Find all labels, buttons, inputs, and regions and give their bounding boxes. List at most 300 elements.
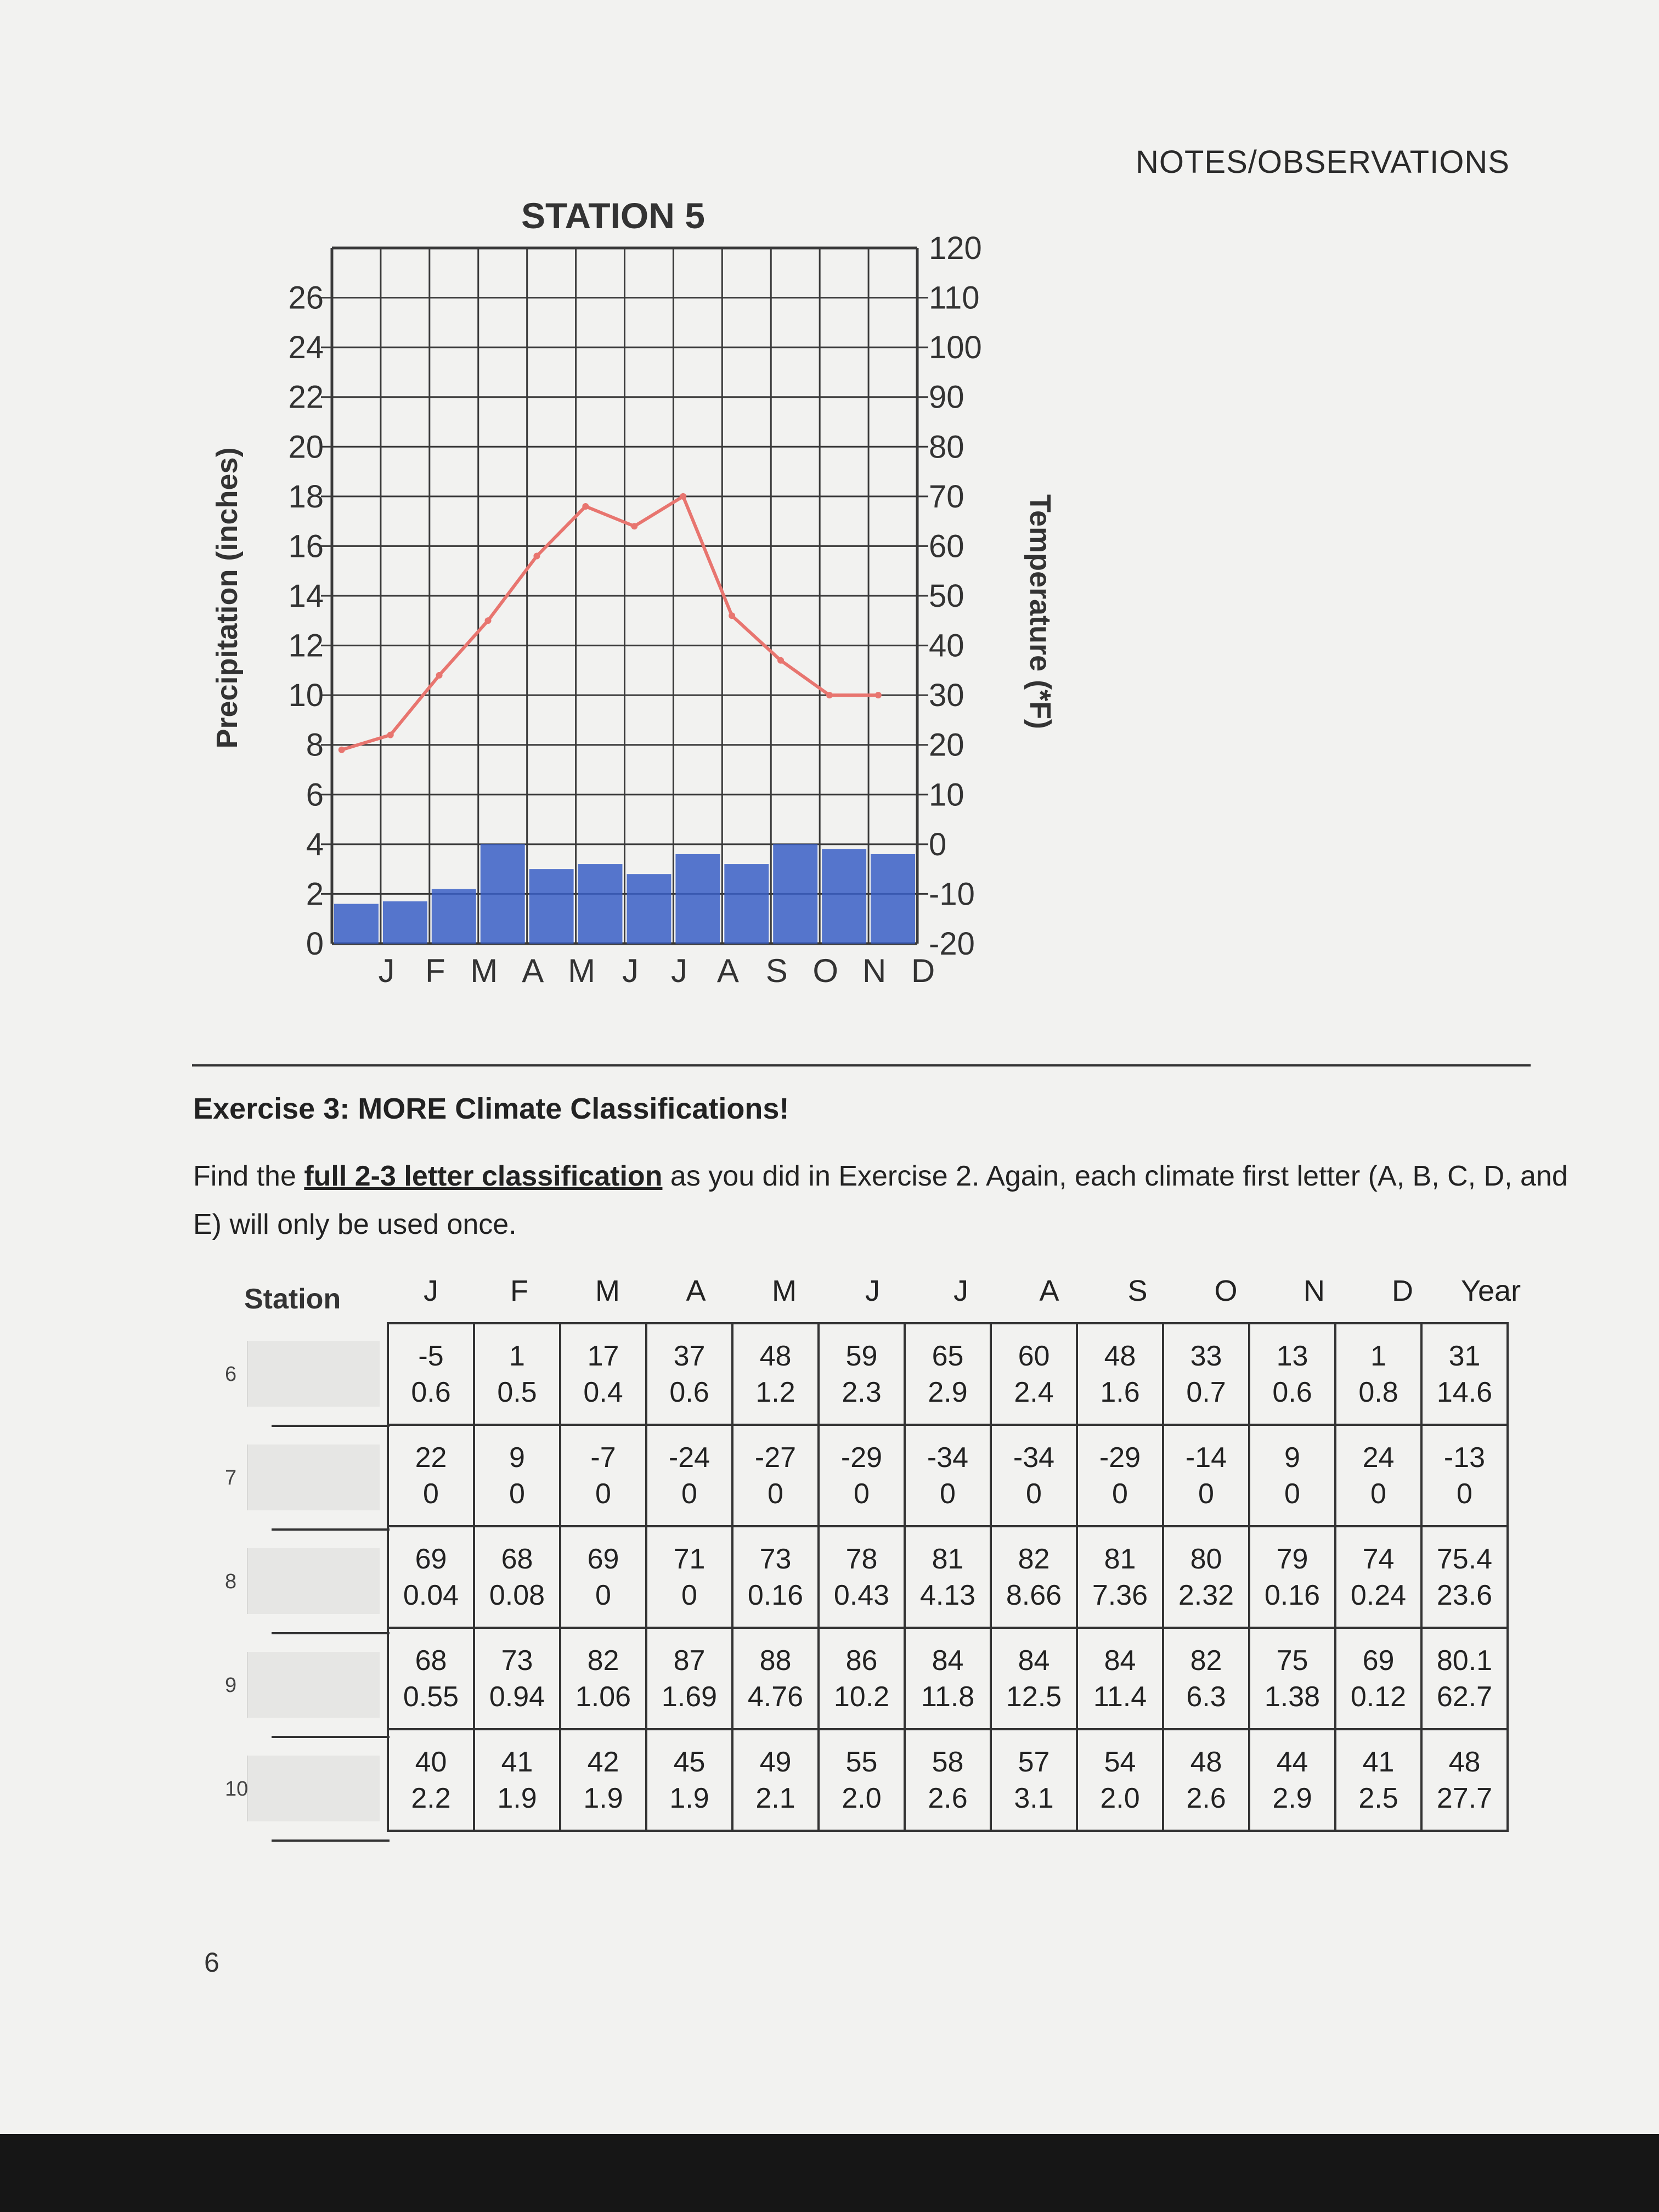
left-tick-label: 8: [306, 727, 324, 763]
precip-value: 0: [1370, 1477, 1386, 1510]
precip-value: 1.6: [1100, 1376, 1140, 1408]
temp-value: 80.1: [1436, 1644, 1493, 1677]
temp-value: 45: [673, 1746, 706, 1778]
chart-title: STATION 5: [521, 195, 705, 236]
temp-value: 24: [1362, 1441, 1395, 1474]
temp-value: 78: [845, 1543, 878, 1575]
precip-value: 0.94: [489, 1680, 545, 1713]
data-cell: [1249, 1425, 1335, 1526]
temp-value: 84: [932, 1644, 964, 1677]
temp-value: 59: [845, 1340, 878, 1372]
temp-value: 54: [1104, 1746, 1136, 1778]
data-cell: [560, 1323, 646, 1425]
temp-line: [342, 496, 878, 750]
temp-point: [436, 672, 443, 679]
data-cell: [1335, 1729, 1421, 1831]
precip-bar: [529, 869, 574, 944]
left-tick-label: 26: [288, 280, 324, 316]
precip-value: 0.7: [1186, 1376, 1226, 1408]
temp-value: -29: [840, 1441, 883, 1474]
data-cell: [646, 1425, 732, 1526]
temp-value: -34: [1013, 1441, 1055, 1474]
header-month: N: [1304, 1274, 1325, 1307]
precip-value: 7.36: [1092, 1579, 1148, 1611]
precip-value: 0: [1112, 1477, 1128, 1510]
tape-piece: [247, 1548, 380, 1614]
temp-value: 44: [1276, 1746, 1308, 1778]
data-cell: [474, 1729, 560, 1831]
temp-value: 40: [415, 1746, 447, 1778]
temp-value: -14: [1185, 1441, 1227, 1474]
right-tick-label: 10: [929, 777, 964, 813]
precip-value: 0.6: [1272, 1376, 1312, 1408]
data-cell: [1421, 1425, 1508, 1526]
temp-value: -13: [1443, 1441, 1486, 1474]
data-cell: [905, 1729, 991, 1831]
temp-value: 13: [1276, 1340, 1308, 1372]
precip-value: 11.4: [1093, 1680, 1147, 1713]
exercise-title: Exercise 3: MORE Climate Classifications!: [193, 1092, 789, 1125]
data-cell: [1249, 1729, 1335, 1831]
right-tick-label: 80: [929, 429, 964, 465]
row-divider: [272, 1528, 390, 1531]
tape-piece: [247, 1756, 380, 1821]
precip-bar: [432, 889, 476, 944]
data-cell: [905, 1323, 991, 1425]
precip-value: 0: [423, 1477, 439, 1510]
right-tick-label: 90: [929, 379, 964, 415]
precip-value: 0: [595, 1477, 611, 1510]
data-cell: [646, 1526, 732, 1628]
temperature-line: [338, 493, 882, 753]
data-cell: [905, 1628, 991, 1729]
left-tick-label: 20: [288, 429, 324, 465]
data-cell: [1077, 1323, 1163, 1425]
header-month: M: [772, 1274, 797, 1307]
month-label: D: [911, 952, 935, 989]
precip-value: 1.9: [583, 1782, 623, 1814]
temp-value: -5: [418, 1340, 444, 1372]
left-tick-label: 12: [288, 628, 324, 664]
notes-observations-heading: NOTES/OBSERVATIONS: [1136, 144, 1510, 180]
temp-point: [631, 523, 637, 529]
precip-value: 2.0: [842, 1782, 882, 1814]
section-divider: [192, 1064, 1531, 1066]
data-cell: [1163, 1526, 1249, 1628]
data-cell: [905, 1425, 991, 1526]
exercise-instructions: [193, 1152, 1576, 1249]
data-cell: [819, 1628, 905, 1729]
temp-value: 68: [501, 1543, 533, 1575]
station-column-header: Station: [244, 1283, 341, 1315]
temp-value: -7: [590, 1441, 616, 1474]
temp-value: 55: [845, 1746, 878, 1778]
header-month: A: [1039, 1274, 1059, 1307]
precip-value: 0.04: [403, 1579, 459, 1611]
station-number: 8: [225, 1570, 237, 1593]
station-number: 6: [225, 1363, 237, 1386]
month-label: J: [378, 952, 395, 989]
temp-point: [485, 617, 492, 624]
data-cell: [991, 1425, 1077, 1526]
temp-value: 37: [673, 1340, 706, 1372]
temp-value: -24: [668, 1441, 710, 1474]
precip-value: 0.55: [403, 1680, 459, 1713]
month-label: O: [812, 952, 839, 989]
data-cell: [1249, 1526, 1335, 1628]
precip-value: 0: [854, 1477, 870, 1510]
temp-value: 33: [1190, 1340, 1222, 1372]
data-cell: [388, 1323, 474, 1425]
data-cell: [1249, 1323, 1335, 1425]
temp-value: 48: [759, 1340, 792, 1372]
temp-value: 80: [1190, 1543, 1222, 1575]
temp-value: 81: [932, 1543, 964, 1575]
data-cell: [560, 1628, 646, 1729]
temp-value: 73: [501, 1644, 533, 1677]
climograph-chart: [0, 0, 1659, 1042]
left-tick-label: 22: [288, 379, 324, 415]
temp-value: 69: [1362, 1644, 1395, 1677]
data-cell: [1077, 1526, 1163, 1628]
data-cell: [1077, 1729, 1163, 1831]
data-cell: [388, 1729, 474, 1831]
left-tick-label: 6: [306, 777, 324, 813]
precip-value: 4.13: [919, 1579, 976, 1611]
precip-value: 2.4: [1014, 1376, 1054, 1408]
precip-value: 1.9: [497, 1782, 537, 1814]
header-month: J: [424, 1274, 438, 1307]
chart-grid: [321, 248, 928, 944]
data-cell: [560, 1526, 646, 1628]
precip-value: 23.6: [1436, 1579, 1493, 1611]
left-tick-label: 0: [306, 926, 324, 962]
tape-piece: [247, 1444, 380, 1510]
data-cell: [1163, 1729, 1249, 1831]
data-cell: [732, 1729, 819, 1831]
data-cell: [1249, 1628, 1335, 1729]
data-cell: [474, 1425, 560, 1526]
temp-value: 88: [759, 1644, 792, 1677]
data-cell: [1163, 1425, 1249, 1526]
precip-value: 0.24: [1350, 1579, 1407, 1611]
row-divider: [272, 1632, 390, 1634]
left-tick-label: 24: [288, 330, 324, 366]
data-cell: [1335, 1628, 1421, 1729]
left-axis-ticks: [288, 280, 324, 962]
precip-value: 0.12: [1350, 1680, 1407, 1713]
temp-point: [387, 732, 394, 738]
header-month: J: [865, 1274, 880, 1307]
precip-value: 0.6: [669, 1376, 709, 1408]
background-edge: [0, 2134, 1659, 2212]
row-divider: [272, 1839, 390, 1842]
temp-value: 75.4: [1436, 1543, 1493, 1575]
data-cell: [388, 1526, 474, 1628]
data-cell: [474, 1526, 560, 1628]
header-month: M: [595, 1274, 620, 1307]
right-tick-label: 110: [929, 280, 980, 316]
month-label: N: [862, 952, 887, 989]
temp-point: [533, 553, 540, 560]
precip-value: 14.6: [1436, 1376, 1493, 1408]
precip-bar: [481, 844, 525, 944]
instructions-post: as you did in Exercise 2. Again, each climate first letter (A, B, C, D, and E) will only be used once.: [193, 1160, 1568, 1240]
temp-value: 81: [1104, 1543, 1136, 1575]
precip-value: 0: [595, 1579, 611, 1611]
precip-value: 2.6: [928, 1782, 968, 1814]
temp-value: 84: [1018, 1644, 1050, 1677]
temp-value: 82: [1018, 1543, 1050, 1575]
month-label: A: [716, 952, 739, 989]
data-cell: [905, 1526, 991, 1628]
precip-bar: [724, 864, 769, 944]
precip-value: 0.8: [1358, 1376, 1398, 1408]
temp-value: 42: [587, 1746, 619, 1778]
right-tick-label: 50: [929, 578, 964, 614]
data-cell: [1163, 1628, 1249, 1729]
month-label: S: [765, 952, 788, 989]
right-tick-label: 100: [929, 330, 982, 366]
temp-value: 69: [587, 1543, 619, 1575]
temp-value: 71: [673, 1543, 706, 1575]
temp-value: 84: [1104, 1644, 1136, 1677]
temp-value: 1: [509, 1340, 525, 1372]
temp-value: 65: [932, 1340, 964, 1372]
temp-value: -29: [1099, 1441, 1141, 1474]
precip-value: 0.43: [833, 1579, 890, 1611]
temp-value: 69: [415, 1543, 447, 1575]
right-tick-label: -10: [929, 876, 975, 912]
precip-bar: [871, 854, 915, 944]
precip-value: 2.9: [928, 1376, 968, 1408]
data-cell: [1335, 1425, 1421, 1526]
precip-value: 12.5: [1006, 1680, 1062, 1713]
precip-bar: [383, 901, 427, 944]
precip-value: 0: [1026, 1477, 1042, 1510]
precip-value: 1.9: [669, 1782, 709, 1814]
precip-bar: [627, 874, 672, 944]
header-month: A: [686, 1274, 706, 1307]
data-cell: [1421, 1628, 1508, 1729]
left-tick-label: 10: [288, 678, 324, 714]
month-label: M: [470, 952, 498, 989]
temp-value: 68: [415, 1644, 447, 1677]
precip-value: 0: [1457, 1477, 1472, 1510]
right-tick-label: 40: [929, 628, 964, 664]
month-axis-labels: [378, 952, 935, 989]
month-label: J: [670, 952, 687, 989]
precip-value: 4.76: [747, 1680, 804, 1713]
left-tick-label: 2: [306, 876, 324, 912]
precip-value: 1.69: [661, 1680, 718, 1713]
precip-value: 0.08: [489, 1579, 545, 1611]
precip-value: 0.4: [583, 1376, 623, 1408]
data-cell: [732, 1425, 819, 1526]
data-cell: [1335, 1323, 1421, 1425]
temp-value: 60: [1018, 1340, 1050, 1372]
station-number: 9: [225, 1674, 237, 1697]
tape-piece: [247, 1652, 380, 1718]
row-divider: [272, 1425, 390, 1427]
temp-value: 17: [587, 1340, 619, 1372]
right-tick-label: 120: [929, 230, 982, 266]
data-cell: [560, 1729, 646, 1831]
station-row: [388, 1323, 1508, 1425]
data-cell: [1421, 1729, 1508, 1831]
precip-value: 2.9: [1272, 1782, 1312, 1814]
station-number: 10: [225, 1778, 249, 1801]
data-cell: [991, 1729, 1077, 1831]
month-label: A: [522, 952, 544, 989]
header-month: D: [1392, 1274, 1413, 1307]
data-cell: [1421, 1323, 1508, 1425]
precip-value: 0: [768, 1477, 783, 1510]
precip-value: 6.3: [1186, 1680, 1226, 1713]
data-cell: [474, 1323, 560, 1425]
left-tick-label: 18: [288, 478, 324, 515]
temp-value: 79: [1276, 1543, 1308, 1575]
precip-value: 0: [681, 1477, 697, 1510]
data-cell: [991, 1526, 1077, 1628]
temp-value: 48: [1448, 1746, 1481, 1778]
temp-value: -34: [927, 1441, 969, 1474]
temp-point: [338, 747, 345, 753]
data-cell: [991, 1323, 1077, 1425]
temp-value: 41: [501, 1746, 533, 1778]
right-tick-label: 30: [929, 678, 964, 714]
temp-value: 87: [673, 1644, 706, 1677]
precip-value: 2.1: [755, 1782, 795, 1814]
temp-value: 74: [1362, 1543, 1395, 1575]
precip-value: 1.38: [1264, 1680, 1321, 1713]
temp-point: [875, 692, 882, 698]
precip-value: 2.3: [842, 1376, 882, 1408]
precip-value: 3.1: [1014, 1782, 1054, 1814]
temp-value: 1: [1370, 1340, 1386, 1372]
data-cell: [560, 1425, 646, 1526]
temp-point: [680, 493, 686, 500]
data-cell: [732, 1526, 819, 1628]
data-cell: [646, 1628, 732, 1729]
data-cell: [646, 1729, 732, 1831]
temp-value: 58: [932, 1746, 964, 1778]
station-row: [388, 1628, 1508, 1729]
station-row: [388, 1425, 1508, 1526]
precip-value: 2.6: [1186, 1782, 1226, 1814]
data-cell: [1163, 1323, 1249, 1425]
header-month: S: [1127, 1274, 1148, 1307]
data-cell: [1077, 1425, 1163, 1526]
precip-bar: [675, 854, 720, 944]
data-cell: [991, 1628, 1077, 1729]
station-row: [388, 1729, 1508, 1831]
left-tick-label: 14: [288, 578, 324, 614]
data-cell: [474, 1628, 560, 1729]
precip-value: 0.6: [411, 1376, 451, 1408]
temp-value: 48: [1104, 1340, 1136, 1372]
data-cell: [1421, 1526, 1508, 1628]
data-cell: [819, 1425, 905, 1526]
left-axis-label: Precipitation (inches): [211, 447, 244, 749]
right-tick-label: 20: [929, 727, 964, 763]
right-tick-label: 0: [929, 826, 947, 862]
row-divider: [272, 1736, 390, 1738]
precip-value: 62.7: [1436, 1680, 1493, 1713]
data-cell: [646, 1323, 732, 1425]
precip-value: 0.5: [497, 1376, 537, 1408]
header-month: J: [953, 1274, 968, 1307]
precip-value: 0: [1198, 1477, 1214, 1510]
station-number: 7: [225, 1466, 237, 1489]
instructions-pre: Find the: [193, 1160, 304, 1192]
precip-value: 2.32: [1178, 1579, 1234, 1611]
right-tick-label: -20: [929, 926, 975, 962]
temp-value: 75: [1276, 1644, 1308, 1677]
temp-point: [777, 657, 784, 664]
data-cell: [1077, 1628, 1163, 1729]
precip-value: 10.2: [833, 1680, 890, 1713]
left-tick-label: 4: [306, 826, 324, 862]
temp-value: 41: [1362, 1746, 1395, 1778]
precip-value: 1.06: [575, 1680, 631, 1713]
station-row: [388, 1526, 1508, 1628]
temp-value: 82: [1190, 1644, 1222, 1677]
header-month: O: [1214, 1274, 1238, 1307]
precip-value: 0: [940, 1477, 956, 1510]
precip-bar: [334, 904, 379, 944]
precip-bar: [822, 849, 866, 944]
data-cell: [732, 1323, 819, 1425]
precip-value: 2.2: [411, 1782, 451, 1814]
month-label: M: [568, 952, 596, 989]
data-cell: [388, 1628, 474, 1729]
right-tick-label: 60: [929, 528, 964, 565]
precip-value: 2.0: [1100, 1782, 1140, 1814]
left-tick-label: 16: [288, 528, 324, 565]
temp-value: 9: [1284, 1441, 1300, 1474]
month-label: J: [622, 952, 639, 989]
precip-value: 11.8: [921, 1680, 975, 1713]
page-number: 6: [204, 1947, 219, 1978]
right-axis-label: Temperature (*F): [1024, 494, 1057, 730]
data-cell: [819, 1526, 905, 1628]
precip-value: 2.5: [1358, 1782, 1398, 1814]
data-cell: [732, 1628, 819, 1729]
precip-value: 0.16: [1264, 1579, 1321, 1611]
temp-value: 22: [415, 1441, 447, 1474]
temp-point: [729, 612, 735, 619]
data-cell: [819, 1323, 905, 1425]
climate-data-table: [387, 1322, 1509, 1832]
header-year: Year: [1460, 1274, 1521, 1307]
data-cell: [388, 1425, 474, 1526]
precip-bar: [773, 844, 817, 944]
tape-piece: [247, 1341, 380, 1407]
temp-value: 31: [1448, 1340, 1481, 1372]
precip-value: 0: [681, 1579, 697, 1611]
temp-point: [826, 692, 833, 698]
precip-value: 1.2: [755, 1376, 795, 1408]
precip-value: 0: [1284, 1477, 1300, 1510]
month-label: F: [425, 952, 445, 989]
data-cell: [1335, 1526, 1421, 1628]
precip-value: 27.7: [1436, 1782, 1493, 1814]
temp-value: 73: [759, 1543, 792, 1575]
temp-value: -27: [754, 1441, 797, 1474]
temp-value: 9: [509, 1441, 525, 1474]
precip-value: 0: [509, 1477, 525, 1510]
